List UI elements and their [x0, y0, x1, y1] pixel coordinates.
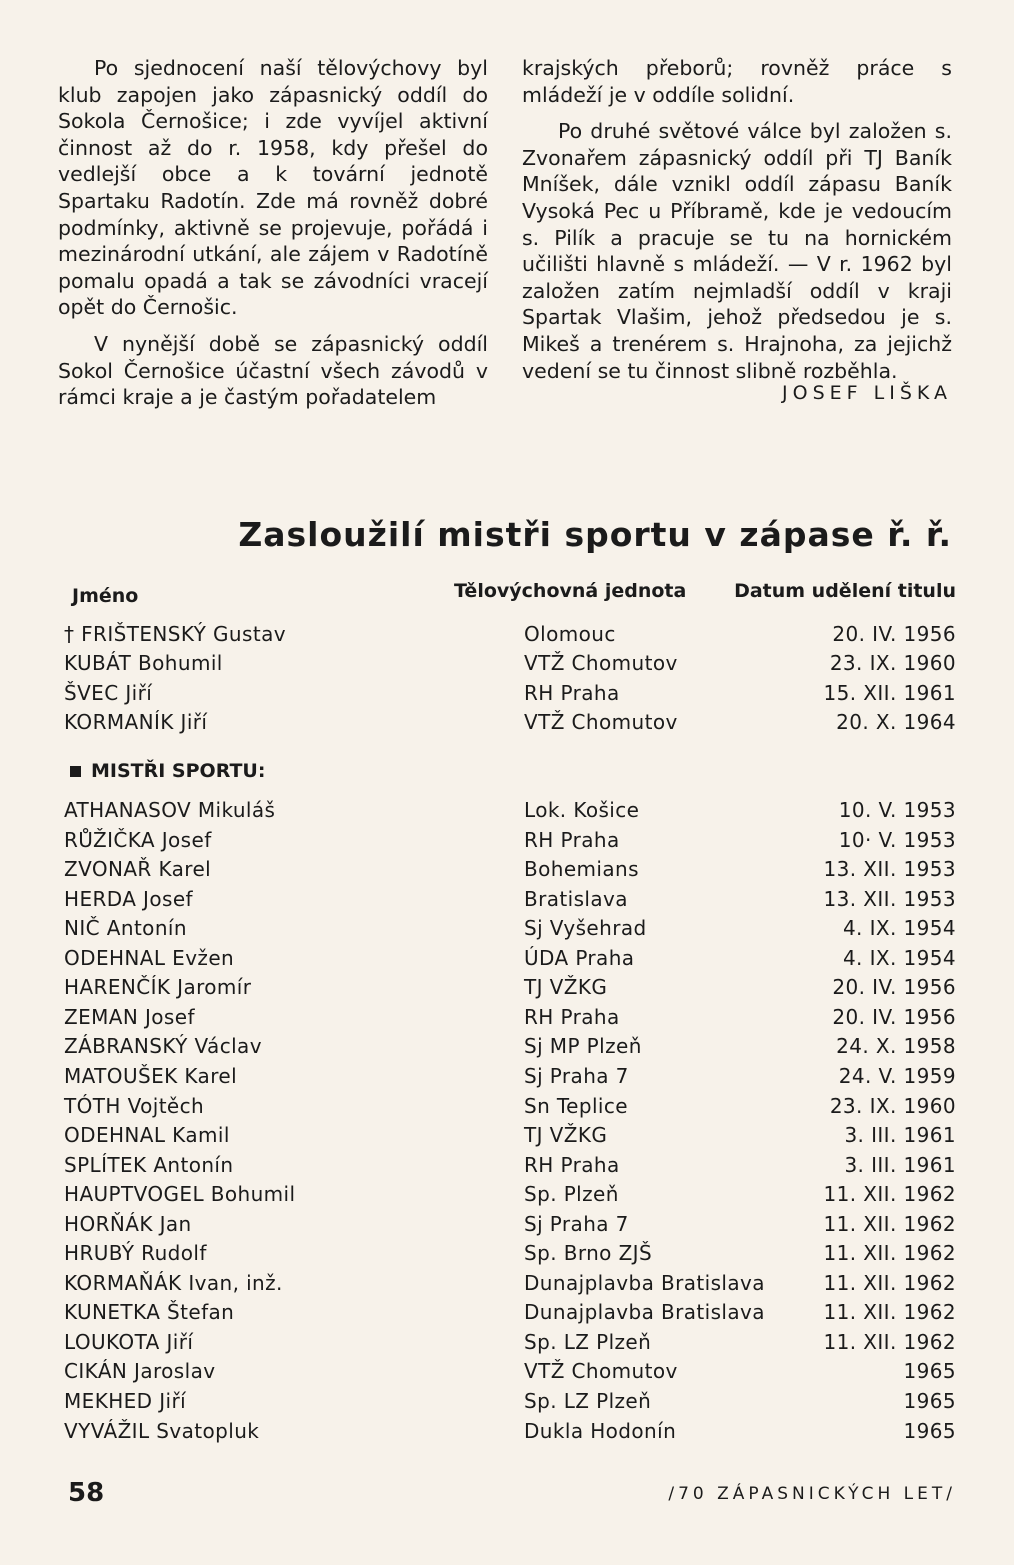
row-name: HORŇÁK Jan	[64, 1211, 192, 1236]
row-name: ATHANASOV Mikuláš	[64, 798, 276, 822]
row-club: Bohemians	[524, 857, 639, 882]
row-date: 20. IV. 1956	[832, 622, 956, 646]
row-club: RH Praha	[524, 680, 620, 705]
table-row	[0, 1387, 1014, 1416]
row-club: Sn Teplice	[524, 1093, 628, 1118]
row-name: HERDA Josef	[64, 886, 193, 911]
table-row	[0, 1298, 1014, 1327]
row-date: 1965	[903, 1359, 956, 1384]
table-row	[0, 620, 1014, 649]
row-date: 1965	[903, 1418, 956, 1443]
row-name: HRUBÝ Rudolf	[64, 1241, 207, 1266]
table-row	[0, 973, 1014, 1002]
row-club: Lok. Košice	[524, 798, 640, 822]
table-row	[0, 944, 1014, 973]
table-row	[0, 1032, 1014, 1061]
row-club: Sp. LZ Plzeň	[524, 1389, 652, 1413]
section-heading	[70, 760, 265, 782]
row-name: CIKÁN Jaroslav	[64, 1359, 216, 1384]
table-row	[0, 1328, 1014, 1357]
row-club: Sj Praha 7	[524, 1063, 629, 1088]
row-name: KORMANÍK Jiří	[64, 710, 208, 735]
table-row	[0, 1092, 1014, 1121]
row-date: 10· V. 1953	[838, 827, 956, 852]
row-name: ODEHNAL Kamil	[64, 1123, 230, 1148]
row-date: 11. XII. 1962	[823, 1241, 956, 1266]
row-name: NIČ Antonín	[64, 916, 187, 941]
row-club: Sp. Brno ZJŠ	[524, 1241, 653, 1266]
row-date: 24. X. 1958	[836, 1034, 956, 1059]
row-name: KUNETKA Štefan	[64, 1300, 235, 1325]
row-name: † FRIŠTENSKÝ Gustav	[64, 622, 286, 646]
page-number: 58	[68, 1478, 105, 1508]
article-left-column	[58, 55, 488, 411]
table-row	[0, 885, 1014, 914]
row-club: Sj MP Plzeň	[524, 1034, 642, 1059]
square-bullet-icon	[70, 766, 81, 777]
table-row	[0, 1062, 1014, 1091]
table-row	[0, 826, 1014, 855]
row-name: TÓTH Vojtěch	[64, 1093, 205, 1118]
table-row	[0, 1151, 1014, 1180]
row-name: ZEMAN Josef	[64, 1004, 195, 1029]
row-name: ZÁBRANSKÝ Václav	[64, 1034, 262, 1059]
table-row	[0, 1121, 1014, 1150]
row-date: 11. XII. 1962	[823, 1182, 956, 1207]
row-date: 1965	[903, 1389, 956, 1413]
table-row	[0, 1180, 1014, 1209]
row-date: 11. XII. 1962	[823, 1300, 956, 1325]
row-club: Olomouc	[524, 622, 616, 646]
row-club: Dukla Hodonín	[524, 1418, 677, 1443]
article-paragraph: V nynější době se zápasnický oddíl Sokol Černošice účastní všech závodů v rámci kraje a je častým pořadatelem	[58, 331, 488, 410]
row-club: Sj Vyšehrad	[524, 916, 647, 941]
table-row	[0, 796, 1014, 825]
row-club: ÚDA Praha	[524, 945, 635, 970]
row-club: TJ VŽKG	[524, 975, 608, 1000]
row-date: 20. X. 1964	[836, 710, 956, 735]
row-club: RH Praha	[524, 827, 620, 852]
table-row	[0, 855, 1014, 884]
table-row	[0, 1210, 1014, 1239]
book-title: /70 ZÁPASNICKÝCH LET/	[668, 1484, 956, 1504]
table-row	[0, 708, 1014, 737]
column-header-date: Datum udělení titulu	[734, 580, 956, 602]
row-club: RH Praha	[524, 1152, 620, 1177]
column-header-name: Jméno	[72, 585, 139, 607]
table-row	[0, 1003, 1014, 1032]
article-paragraph: Po sjednocení naší tělovýchovy byl klub zapojen jako zápasnický oddíl do Sokola Černošice; i zde vyvíjel aktivní činnost až do r. 1958, kdy přešel do vedlejší obce a k tovární jednotě Spartaku Radotín. Zde má rovněž dobré podmínky, aktivně se projevuje, pořádá i mezinárodní utkání, ale zájem v Radotíně pomalu opadá a tak se závodníci vracejí opět do Černošic.	[58, 56, 488, 320]
article-author: JOSEF LIŠKA	[782, 382, 952, 404]
row-date: 13. XII. 1953	[823, 886, 956, 911]
row-name: HARENČÍK Jaromír	[64, 975, 252, 1000]
list-title: Zasloužilí mistři sportu v zápase ř. ř.	[238, 515, 952, 554]
row-club: Sj Praha 7	[524, 1211, 629, 1236]
row-club: Bratislava	[524, 886, 628, 911]
row-name: LOUKOTA Jiří	[64, 1329, 194, 1354]
table-row	[0, 1357, 1014, 1386]
row-date: 20. IV. 1956	[832, 975, 956, 1000]
row-club: Sp. Plzeň	[524, 1182, 619, 1207]
row-date: 23. IX. 1960	[829, 651, 956, 676]
row-date: 20. IV. 1956	[832, 1004, 956, 1029]
row-name: RŮŽIČKA Josef	[64, 827, 212, 852]
row-date: 11. XII. 1962	[823, 1211, 956, 1236]
column-header-club: Tělovýchovná jednota	[454, 580, 687, 602]
row-date: 10. V. 1953	[838, 798, 956, 822]
row-club: VTŽ Chomutov	[524, 1359, 678, 1384]
row-date: 3. III. 1961	[844, 1123, 956, 1148]
row-club: Dunajplavba Bratislava	[524, 1270, 765, 1295]
row-club: VTŽ Chomutov	[524, 710, 678, 735]
row-date: 15. XII. 1961	[823, 680, 956, 705]
row-name: MATOUŠEK Karel	[64, 1063, 238, 1088]
row-date: 24. V. 1959	[838, 1063, 956, 1088]
row-club: Sp. LZ Plzeň	[524, 1329, 652, 1354]
section-title: MISTŘI SPORTU:	[91, 760, 266, 782]
row-date: 13. XII. 1953	[823, 857, 956, 882]
row-club: RH Praha	[524, 1004, 620, 1029]
article-paragraph-continuation: krajských přeborů; rovněž práce s mládeží je v oddíle solidní.	[522, 56, 952, 107]
row-name: VYVÁŽIL Svatopluk	[64, 1418, 260, 1443]
table-row	[0, 679, 1014, 708]
row-name: ŠVEC Jiří	[64, 680, 153, 705]
table-row	[0, 914, 1014, 943]
article-right-column	[522, 55, 952, 384]
row-name: MEKHED Jiří	[64, 1389, 187, 1413]
article-paragraph: Po druhé světové válce byl založen s. Zvonařem zápasnický oddíl při TJ Baník Mníšek, dále vznikl oddíl zápasu Baník Vysoká Pec u Příbramě, kde je vedoucím s. Pilík a pracuje se tu na hornickém učilišti hlavně s mládeží. — V r. 1962 byl založen zatím nejmladší oddíl v kraji Spartak Vlašim, jehož předsedou je s. Mikeš a trenérem s. Hrajnoha, za jejichž vedení se tu činnost slibně rozběhla.	[522, 119, 952, 383]
row-date: 11. XII. 1962	[823, 1270, 956, 1295]
row-club: VTŽ Chomutov	[524, 651, 678, 676]
row-name: KORMAŇÁK Ivan, inž.	[64, 1270, 283, 1295]
row-name: SPLÍTEK Antonín	[64, 1152, 234, 1177]
row-name: KUBÁT Bohumil	[64, 651, 223, 676]
row-club: TJ VŽKG	[524, 1123, 608, 1148]
row-name: ODEHNAL Evžen	[64, 945, 235, 970]
row-date: 11. XII. 1962	[823, 1329, 956, 1354]
table-row	[0, 1239, 1014, 1268]
table-row	[0, 1417, 1014, 1446]
row-name: HAUPTVOGEL Bohumil	[64, 1182, 296, 1207]
row-date: 4. IX. 1954	[842, 945, 956, 970]
table-row	[0, 649, 1014, 678]
row-date: 4. IX. 1954	[842, 916, 956, 941]
row-name: ZVONAŘ Karel	[64, 857, 212, 882]
table-row	[0, 1269, 1014, 1298]
row-date: 3. III. 1961	[844, 1152, 956, 1177]
row-date: 23. IX. 1960	[829, 1093, 956, 1118]
row-club: Dunajplavba Bratislava	[524, 1300, 765, 1325]
